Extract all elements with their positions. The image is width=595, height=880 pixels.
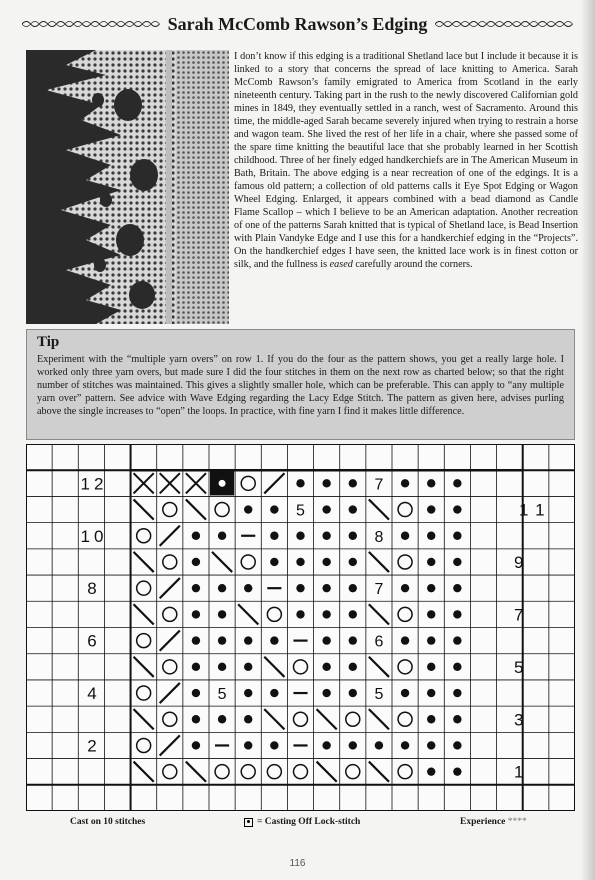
purl-stitch-dot	[453, 663, 461, 671]
purl-stitch-dot	[244, 584, 252, 592]
page-edge-shadow	[581, 0, 595, 880]
purl-stitch-dot	[322, 741, 330, 749]
purl-stitch-dot	[349, 741, 357, 749]
row-number-right: 7	[513, 605, 532, 625]
purl-stitch-dot	[427, 689, 435, 697]
stitch-count-number: 5	[296, 502, 305, 520]
purl-stitch-dot	[270, 532, 278, 540]
purl-stitch-dot	[349, 532, 357, 540]
purl-stitch-dot	[427, 610, 435, 618]
experience-rating	[460, 817, 527, 827]
intro-paragraph: I don’t know if this edging is a traditional Shetland lace but I include it because it is linked to a story that concerns the spread of lace knitting to America. Sarah McComb Rawson’s family emigrated to America from Scotland in the early nineteenth century. Taking part in the rush to the newly discovered Californian gold mines in 1849, they eventually settled in a ranch, west of Sacramento. Around this time, the middle-aged Sarah became severely injured when trying to restrain a horse and wagon team. She lived the rest of her life in a chair, where she passed some of the spare time knitting the beautiful lace that she probably learned in her Scottish childhood. Three of her finely edged handkerchiefs are in The American Museum in Bath, Britain. The above edging is a near recreation of one of the edgings. It is a famous old pattern; a collection of old patterns calls it Eye Spot Edging or Wagon Wheel Edging. Enlarged, it appears combined with a bead diamond as Candle Flame Scallop – which I believe to be an American adaptation. Another recreation of one of the patterns Sarah knitted that is typical of Shetland lace, is Bead Insertion with Plain Vandyke Edge and I use this for a handkerchief edging in the “Projects”. On the handkerchief edges I have seen, the knitted lace work is in finest cotton or silk, and the fullness is	[234, 51, 578, 270]
intro-paragraph-end: carefully around the corners.	[352, 259, 473, 270]
purl-stitch-dot	[218, 532, 226, 540]
purl-stitch-dot	[270, 689, 278, 697]
experience-stars: ****	[507, 817, 527, 827]
purl-stitch-dot	[401, 636, 409, 644]
purl-stitch-dot	[244, 505, 252, 513]
lock-stitch-icon	[244, 818, 253, 827]
tip-heading: Tip	[37, 334, 60, 350]
purl-stitch-dot	[244, 663, 252, 671]
purl-stitch-dot	[349, 505, 357, 513]
purl-stitch-dot	[270, 505, 278, 513]
intro-emphasis: eased	[329, 259, 353, 270]
row-number-left: 4	[87, 684, 101, 704]
purl-stitch-dot	[401, 741, 409, 749]
legend-label: = Casting Off Lock-stitch	[257, 817, 361, 827]
purl-stitch-dot	[453, 584, 461, 592]
purl-stitch-dot	[453, 610, 461, 618]
purl-stitch-dot	[453, 532, 461, 540]
row-number-right: 5	[513, 657, 532, 677]
purl-stitch-dot	[192, 741, 200, 749]
intro-text	[234, 50, 578, 271]
purl-stitch-dot	[244, 741, 252, 749]
purl-stitch-dot	[192, 584, 200, 592]
purl-stitch-dot	[401, 584, 409, 592]
purl-stitch-dot	[349, 689, 357, 697]
purl-stitch-dot	[349, 610, 357, 618]
purl-stitch-dot	[270, 558, 278, 566]
chart-footer	[26, 817, 575, 831]
purl-stitch-dot	[270, 741, 278, 749]
purl-stitch-dot	[322, 558, 330, 566]
purl-stitch-dot	[427, 715, 435, 723]
row-number-right: 11	[518, 500, 553, 520]
tip-body: Experiment with the “multiple yarn overs” on row 1. If you do the four as the pattern shows, you get a really large hole. I worked only three yarn overs, but made sure I did the four stitches in them on the next row as charted below; so that the right number of stitches was maintained. This gives a slightly smaller hole, which can be preferable. This can apply to “any multiple yarn over” pattern. See advice with Wave Edging regarding the Lacy Edge Stitch. The pattern as given here, advises purling above the single increases to “open” the loops. In practice, with fine yarn I find it makes little difference.	[37, 354, 564, 417]
purl-stitch-dot	[401, 689, 409, 697]
row-number-right: 1	[513, 762, 532, 782]
purl-stitch-dot	[427, 584, 435, 592]
purl-stitch-dot	[453, 741, 461, 749]
purl-stitch-dot	[427, 636, 435, 644]
stitch-count-number: 6	[374, 633, 384, 651]
lace-edging-photo	[26, 50, 229, 324]
page-title: Sarah McComb Rawson’s Edging	[167, 13, 428, 34]
purl-stitch-dot	[401, 479, 409, 487]
purl-stitch-dot	[322, 689, 330, 697]
purl-stitch-dot	[427, 558, 435, 566]
purl-stitch-dot	[218, 663, 226, 671]
purl-stitch-dot	[453, 715, 461, 723]
row-number-left: 6	[87, 631, 101, 651]
purl-stitch-dot	[322, 636, 330, 644]
right-scroll-ornament	[435, 19, 573, 29]
purl-stitch-dot	[453, 479, 461, 487]
purl-stitch-dot	[192, 636, 200, 644]
purl-stitch-dot	[322, 584, 330, 592]
page-number: 116	[289, 858, 306, 869]
purl-stitch-dot	[218, 610, 226, 618]
row-number-left: 10	[80, 526, 108, 546]
purl-stitch-dot	[453, 767, 461, 775]
stitch-count-number: 8	[374, 528, 384, 546]
row-number-left: 2	[87, 736, 101, 756]
knitting-chart-grid	[26, 444, 575, 811]
experience-label: Experience	[460, 817, 506, 827]
purl-stitch-dot	[453, 636, 461, 644]
purl-stitch-dot	[453, 505, 461, 513]
purl-stitch-dot	[192, 532, 200, 540]
stitch-count-number: 7	[374, 581, 384, 599]
purl-stitch-dot	[322, 505, 330, 513]
purl-stitch-dot	[453, 558, 461, 566]
lock-stitch-dot	[219, 480, 226, 487]
stitch-count-number: 7	[374, 476, 384, 494]
purl-stitch-dot	[427, 663, 435, 671]
row-number-right: 3	[513, 710, 532, 730]
purl-stitch-dot	[427, 532, 435, 540]
purl-stitch-dot	[427, 767, 435, 775]
row-number-right: 9	[513, 552, 532, 572]
purl-stitch-dot	[218, 636, 226, 644]
purl-stitch-dot	[349, 636, 357, 644]
purl-stitch-dot	[427, 741, 435, 749]
title-row	[22, 10, 573, 38]
purl-stitch-dot	[296, 610, 304, 618]
stitch-count-number: 5	[217, 686, 227, 704]
purl-stitch-dot	[192, 715, 200, 723]
purl-stitch-dot	[349, 479, 357, 487]
purl-stitch-dot	[192, 689, 200, 697]
row-number-left: 8	[87, 579, 101, 599]
tip-box	[26, 329, 575, 440]
legend-lock-stitch	[244, 817, 360, 827]
purl-stitch-dot	[401, 532, 409, 540]
purl-stitch-dot	[192, 663, 200, 671]
purl-stitch-dot	[427, 505, 435, 513]
knitting-chart	[26, 444, 575, 811]
cast-on-note: Cast on 10 stitches	[70, 817, 146, 827]
purl-stitch-dot	[192, 558, 200, 566]
purl-stitch-dot	[244, 636, 252, 644]
purl-stitch-dot	[375, 741, 383, 749]
row-number-left: 12	[80, 474, 108, 494]
purl-stitch-dot	[244, 689, 252, 697]
stitch-count-number: 5	[374, 686, 384, 704]
purl-stitch-dot	[218, 584, 226, 592]
purl-stitch-dot	[296, 479, 304, 487]
purl-stitch-dot	[296, 558, 304, 566]
purl-stitch-dot	[349, 584, 357, 592]
purl-stitch-dot	[296, 532, 304, 540]
purl-stitch-dot	[244, 715, 252, 723]
purl-stitch-dot	[192, 610, 200, 618]
purl-stitch-dot	[427, 479, 435, 487]
purl-stitch-dot	[270, 636, 278, 644]
purl-stitch-dot	[322, 479, 330, 487]
purl-stitch-dot	[296, 584, 304, 592]
purl-stitch-dot	[218, 715, 226, 723]
purl-stitch-dot	[349, 558, 357, 566]
purl-stitch-dot	[453, 689, 461, 697]
purl-stitch-dot	[322, 610, 330, 618]
purl-stitch-dot	[322, 532, 330, 540]
left-scroll-ornament	[22, 19, 160, 29]
purl-stitch-dot	[322, 663, 330, 671]
purl-stitch-dot	[349, 663, 357, 671]
